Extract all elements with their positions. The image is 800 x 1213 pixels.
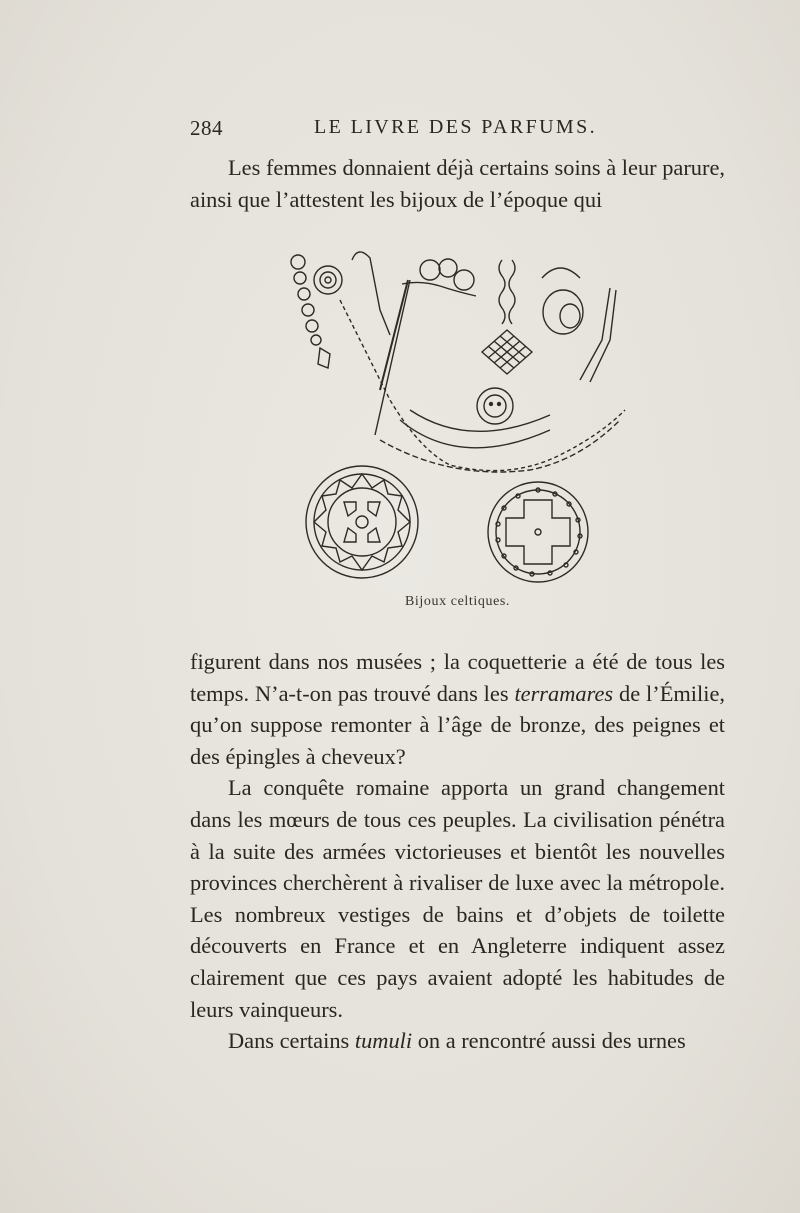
figure-celtic-jewelry <box>280 240 640 592</box>
left-chain <box>291 255 330 368</box>
opening-paragraph <box>190 152 725 215</box>
paragraph-2-text-b: de l’Émilie, qu’on suppose remonter à l’âge de bronze, des peignes et des épingles à cheveux? <box>190 680 725 769</box>
figure-caption: Bijoux celtiques. <box>404 594 511 609</box>
paragraph-2 <box>190 646 725 772</box>
running-title: LE LIVRE DES PARFUMS. <box>314 116 598 138</box>
paragraph-2-text-a: figurent dans nos musées ; la coquetterie a été de tous les temps. N’a-t-on pas trouvé dans les <box>190 649 725 706</box>
right-disc <box>488 482 588 582</box>
paragraph-4 <box>190 1025 725 1057</box>
celtic-jewelry-illustration <box>280 240 640 592</box>
left-disc <box>306 466 418 578</box>
paragraph-2-italic: terramares <box>514 680 614 706</box>
paragraph-3: La conquête romaine apporta un grand changement dans les mœurs de tous ces peuples. La civilisation pénétra à la suite des armées victorieuses et bientôt les nouvelles provinces cherchèrent à rivaliser de luxe avec la métropole. Les nombreux vestiges de bains et d’objets de toilette découverts en France et en Angleterre indiquent assez clairement que ces pays avaient adopté les habitudes de leurs vainqueurs. <box>190 775 725 1022</box>
page-header <box>190 112 725 142</box>
paragraph-1: Les femmes donnaient déjà certains soins à leur parure, ainsi que l’attestent les bijoux de l’époque qui <box>190 155 725 212</box>
paragraph-4-text-b: on a rencontré aussi des urnes <box>417 1028 686 1054</box>
body-text <box>190 646 725 1057</box>
paragraph-4-text-a: Dans certains <box>228 1028 350 1054</box>
page-number: 284 <box>190 116 223 140</box>
paragraph-4-italic: tumuli <box>354 1028 413 1054</box>
